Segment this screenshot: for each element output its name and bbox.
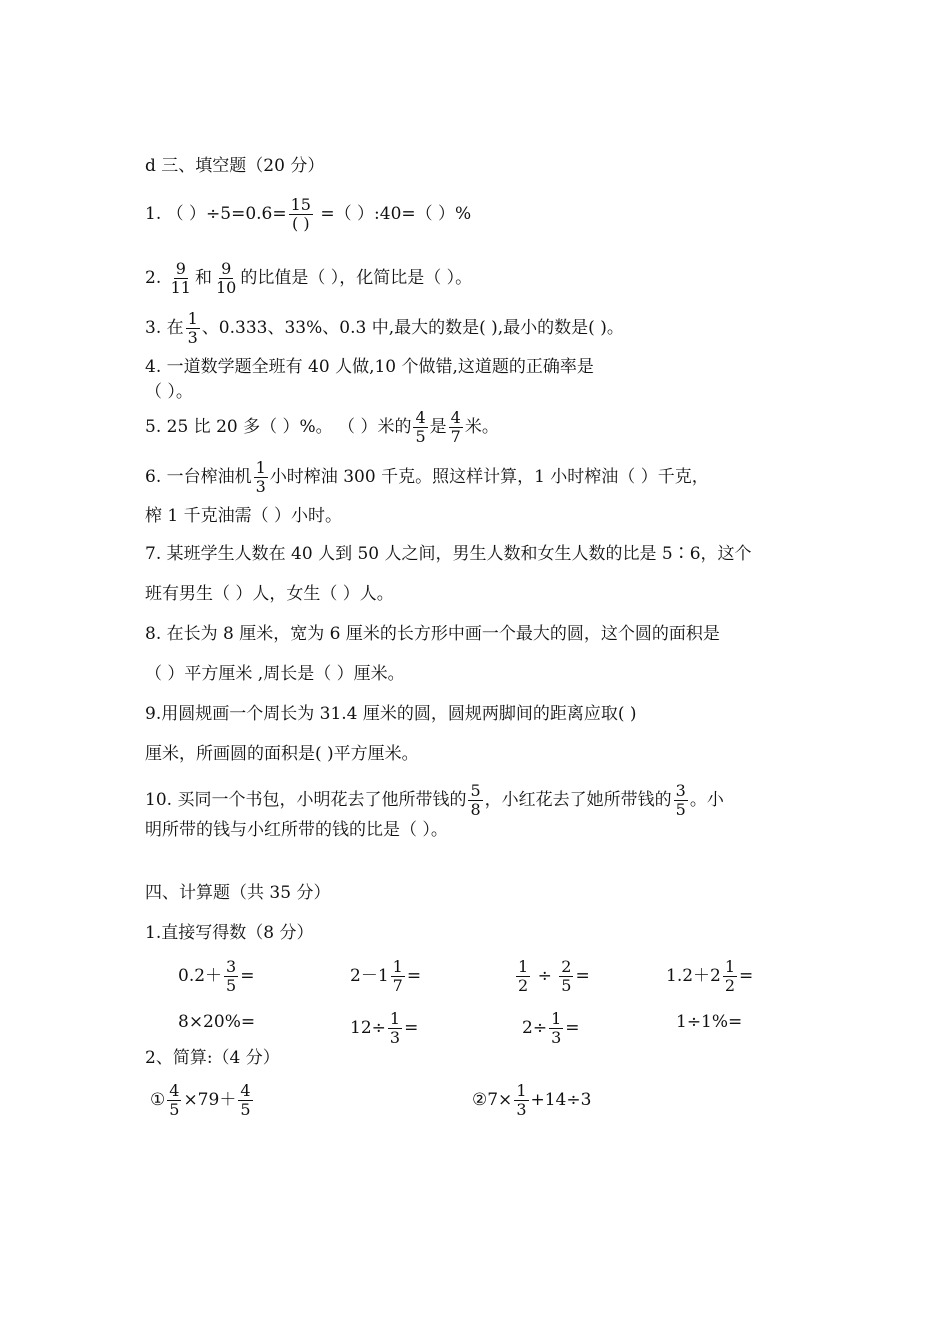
- calc-2-3-post: =: [565, 1018, 580, 1038]
- q5-f2-num: 4: [450, 408, 461, 427]
- question-2: [145, 260, 472, 297]
- q2-f1-den: 11: [170, 278, 191, 297]
- calc-1-2-pre: 2－1: [350, 966, 389, 986]
- q10-f1-num: 5: [470, 781, 481, 800]
- q1-text-b: =（ ）:40=（ ）%: [314, 204, 472, 224]
- q2-text-b: 的比值是（ ），化简比是（ ）。: [240, 268, 473, 288]
- q6-text-a: 6. 一台榨油机: [145, 467, 252, 487]
- calc-2-4: 1÷1%=: [676, 1012, 743, 1032]
- calc-2-1: 8×20%=: [178, 1012, 256, 1032]
- q2-number: 2.: [145, 268, 167, 288]
- q5-fraction-1: [413, 409, 427, 446]
- simplify-1-den2: 5: [240, 1100, 251, 1119]
- q2-fraction-1: [169, 260, 193, 297]
- question-4-line-2: （ ）。: [145, 382, 193, 402]
- question-1: [145, 196, 471, 233]
- calc-2-3-pre: 2÷: [522, 1018, 548, 1038]
- question-3: [145, 310, 624, 347]
- calc-1-4-fraction: [723, 958, 737, 995]
- simplify-2: [472, 1082, 591, 1119]
- simplify-2-den: 3: [516, 1100, 527, 1119]
- q2-f2-den: 10: [215, 278, 237, 297]
- question-7-line-1: 7. 某班学生人数在 40 人到 50 人之间，男生人数和女生人数的比是 5∶6，这个: [145, 544, 752, 564]
- simplify-2-num: 1: [516, 1081, 527, 1100]
- q10-text-b: 。小: [689, 790, 724, 810]
- q3-fraction: [186, 310, 200, 347]
- q2-and: 和: [194, 268, 212, 288]
- calc-1-1-den: 5: [226, 976, 237, 995]
- section-4-title: 四、计算题（共 35 分）: [145, 883, 331, 903]
- simplify-1: [150, 1082, 255, 1119]
- calc-1-4-den: 2: [724, 976, 736, 995]
- calc-1-2-fraction: [391, 958, 405, 995]
- calc-1-1: [178, 958, 254, 995]
- q10-f2-num: 3: [675, 781, 686, 800]
- calc-2-2-fraction: [388, 1010, 402, 1047]
- q10-fraction-1: [468, 782, 482, 819]
- calc-2-3-den: 3: [551, 1028, 562, 1047]
- calc-1-4-pre: 1.2＋2: [666, 966, 721, 986]
- question-8-line-2: （ ）平方厘米 ,周长是（ ）厘米。: [145, 664, 405, 684]
- calc-1-3-den: 2: [518, 976, 529, 995]
- simplify-2-post: +14÷3: [530, 1090, 592, 1110]
- q2-f1-num: 9: [175, 259, 186, 278]
- question-10-line-2: 明所带的钱与小红所带的钱的比是（ ）。: [145, 820, 448, 840]
- simplify-1-fraction-2: [238, 1082, 252, 1119]
- q1-text-a: 1. （ ）÷5=0.6=: [145, 204, 287, 224]
- q10-text-a: 10. 买同一个书包，小明花去了他所带钱的: [145, 790, 467, 810]
- q5-f1-num: 4: [415, 408, 426, 427]
- q2-fraction-2: [214, 260, 238, 297]
- calc-2-2-den: 3: [389, 1028, 401, 1047]
- q3-den: 3: [187, 328, 198, 347]
- subsection-1-title: 1.直接写得数（8 分）: [145, 923, 314, 943]
- calc-1-2-den: 7: [392, 976, 403, 995]
- q5-text-a: 5. 25 比 20 多（ ）%。 （ ）米的: [145, 417, 412, 437]
- calc-1-4: [666, 958, 753, 995]
- simplify-1-num: 4: [169, 1081, 180, 1100]
- simplify-2-pre: ②7×: [472, 1090, 513, 1110]
- question-4-line-1: 4. 一道数学题全班有 40 人做,10 个做错,这道题的正确率是: [145, 357, 594, 377]
- question-6: [145, 459, 709, 496]
- simplify-1-den: 5: [169, 1100, 180, 1119]
- calc-2-2-num: 1: [389, 1009, 401, 1028]
- simplify-1-mid: ×79＋: [183, 1090, 237, 1110]
- question-9-line-2: 厘米，所画圆的面积是( )平方厘米。: [145, 744, 419, 764]
- section-3-title: d 三、填空题（20 分）: [145, 156, 325, 176]
- q10-f2-den: 5: [675, 800, 686, 819]
- q3-text-b: 、0.333、33%、0.3 中,最大的数是( ),最小的数是( )。: [201, 318, 624, 338]
- question-5: [145, 409, 499, 446]
- q5-f1-den: 5: [415, 427, 426, 446]
- question-6-line-2: 榨 1 千克油需（ ）小时。: [145, 506, 343, 526]
- q3-text-a: 3. 在: [145, 318, 184, 338]
- q6-den: 3: [255, 477, 266, 496]
- calc-2-2: [350, 1010, 418, 1047]
- simplify-1-pre: ①: [150, 1090, 166, 1110]
- calc-1-4-post: =: [739, 966, 754, 986]
- q10-fraction-2: [674, 782, 688, 819]
- calc-2-3-fraction: [549, 1010, 563, 1047]
- calc-1-1-fraction: [224, 958, 238, 995]
- q10-mid: ，小红花去了她所带钱的: [484, 790, 672, 810]
- calc-1-3-num: 1: [518, 957, 529, 976]
- q6-fraction: [254, 459, 268, 496]
- calc-2-2-pre: 12÷: [350, 1018, 386, 1038]
- question-7-line-2: 班有男生（ ）人，女生（ ）人。: [145, 584, 394, 604]
- subsection-2-title: 2、简算:（4 分）: [145, 1048, 280, 1068]
- q1-denominator: ( ): [292, 214, 310, 233]
- calc-1-3-den2: 5: [561, 976, 572, 995]
- calc-1-3-post: =: [575, 966, 590, 986]
- q5-f2-den: 7: [450, 427, 461, 446]
- calc-2-2-post: =: [404, 1018, 419, 1038]
- question-8-line-1: 8. 在长为 8 厘米，宽为 6 厘米的长方形中画一个最大的圆，这个圆的面积是: [145, 624, 720, 644]
- q5-text-b: 米。: [464, 417, 499, 437]
- calc-2-3: [522, 1010, 580, 1047]
- q1-fraction: [289, 196, 313, 233]
- q1-numerator: 15: [290, 195, 311, 214]
- simplify-1-fraction-1: [167, 1082, 181, 1119]
- q10-f1-den: 8: [470, 800, 481, 819]
- calc-1-1-num: 3: [226, 957, 237, 976]
- calc-1-1-post: =: [240, 966, 255, 986]
- q5-is: 是: [429, 417, 447, 437]
- q3-num: 1: [187, 309, 198, 328]
- calc-1-2-post: =: [406, 966, 422, 986]
- calc-1-3: [514, 958, 590, 995]
- simplify-2-fraction: [514, 1082, 528, 1119]
- q5-fraction-2: [449, 409, 463, 446]
- calc-1-4-num: 1: [724, 957, 736, 976]
- calc-1-3-fraction-1: [516, 958, 530, 995]
- question-10: [145, 782, 724, 819]
- calc-1-2: [350, 958, 421, 995]
- q6-num: 1: [255, 458, 266, 477]
- q2-f2-num: 9: [221, 259, 232, 278]
- calc-1-3-op: ÷: [532, 966, 558, 986]
- q6-text-b: 小时榨油 300 千克。照这样计算，1 小时榨油（ ）千克，: [269, 467, 709, 487]
- question-9-line-1: 9.用圆规画一个周长为 31.4 厘米的圆，圆规两脚间的距离应取( ): [145, 704, 637, 724]
- calc-1-1-pre: 0.2＋: [178, 966, 223, 986]
- calc-1-2-num: 1: [392, 957, 403, 976]
- calc-2-3-num: 1: [551, 1009, 562, 1028]
- calc-1-3-num2: 2: [561, 957, 572, 976]
- simplify-1-num2: 4: [240, 1081, 251, 1100]
- calc-1-3-fraction-2: [559, 958, 573, 995]
